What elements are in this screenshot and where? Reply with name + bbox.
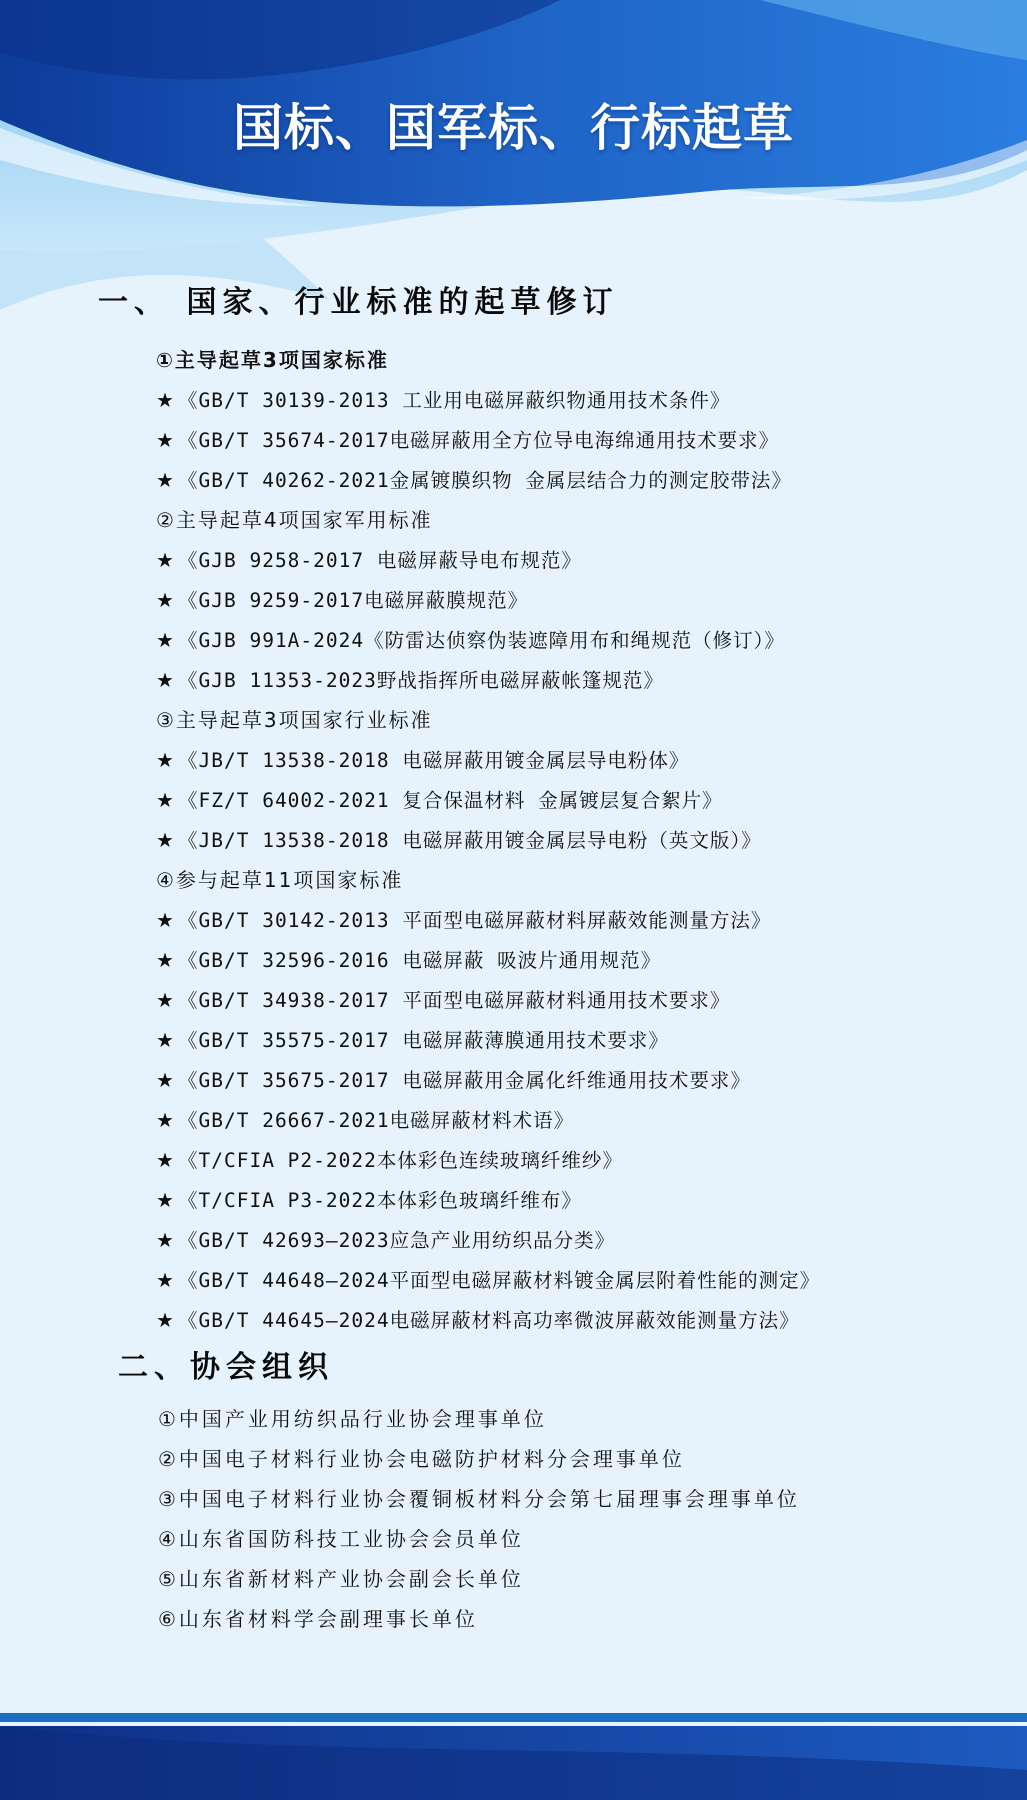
subheading: ①主导起草3项国家标准 [156,348,389,372]
subheading: ③主导起草3项国家行业标准 [156,708,433,732]
standard-item-text: 《GB/T 35575-2017 电磁屏蔽薄膜通用技术要求》 [178,1029,669,1052]
standard-item [156,980,820,1020]
standard-item [156,780,820,820]
standard-item-text: 《T/CFIA P2-2022本体彩色连续玻璃纤维纱》 [178,1149,623,1172]
black-star-icon: ★ [156,988,175,1012]
standard-item [156,460,820,500]
association-list [158,1399,800,1639]
standard-item [156,1220,820,1260]
standard-item-text: 《JB/T 13538-2018 电磁屏蔽用镀金属层导电粉体》 [178,749,690,772]
standard-item [156,380,820,420]
association-item: ③中国电子材料行业协会覆铜板材料分会第七届理事会理事单位 [158,1487,800,1511]
standard-item-text: 《T/CFIA P3-2022本体彩色玻璃纤维布》 [178,1189,582,1212]
subheading: ②主导起草4项国家军用标准 [156,508,433,532]
standard-item [156,1060,820,1100]
standard-item-text: 《GJB 9258-2017 电磁屏蔽导电布规范》 [178,549,582,572]
standard-item [156,580,820,620]
black-star-icon: ★ [156,468,175,492]
black-star-icon: ★ [156,1028,175,1052]
black-star-icon: ★ [156,908,175,932]
standard-item-text: 《GJB 11353-2023野战指挥所电磁屏蔽帐篷规范》 [178,669,664,692]
standard-item [156,740,820,780]
standard-item-text: 《GB/T 32596-2016 电磁屏蔽 吸波片通用规范》 [178,949,662,972]
black-star-icon: ★ [156,748,175,772]
standard-item-text: 《GB/T 26667-2021电磁屏蔽材料术语》 [178,1109,575,1132]
standard-item [156,660,820,700]
standards-list [156,340,820,1340]
standard-item-text: 《GB/T 34938-2017 平面型电磁屏蔽材料通用技术要求》 [178,989,731,1012]
standard-item [156,620,820,660]
standard-item-text: 《GB/T 30139-2013 工业用电磁屏蔽织物通用技术条件》 [178,389,731,412]
black-star-icon: ★ [156,588,175,612]
standard-item [156,1140,820,1180]
standard-item-text: 《GB/T 44648—2024平面型电磁屏蔽材料镀金属层附着性能的测定》 [178,1269,821,1292]
standard-item [156,420,820,460]
black-star-icon: ★ [156,628,175,652]
black-star-icon: ★ [156,948,175,972]
section-heading-associations: 二、协会组织 [118,1350,334,1385]
black-star-icon: ★ [156,1108,175,1132]
standard-item-text: 《GB/T 35675-2017 电磁屏蔽用金属化纤维通用技术要求》 [178,1069,751,1092]
black-star-icon: ★ [156,1228,175,1252]
association-item: ①中国产业用纺织品行业协会理事单位 [158,1407,547,1431]
black-star-icon: ★ [156,1188,175,1212]
subheading: ④参与起草11项国家标准 [156,868,404,892]
standard-item-text: 《GB/T 40262-2021金属镀膜织物 金属层结合力的测定胶带法》 [178,469,792,492]
section-heading-standards: 一、 国家、行业标准的起草修订 [98,285,619,320]
association-item: ④山东省国防科技工业协会会员单位 [158,1527,524,1551]
standard-item [156,1260,820,1300]
association-item: ⑤山东省新材料产业协会副会长单位 [158,1567,524,1591]
association-item: ②中国电子材料行业协会电磁防护材料分会理事单位 [158,1447,685,1471]
standard-item-text: 《FZ/T 64002-2021 复合保温材料 金属镀层复合絮片》 [178,789,723,812]
standard-item [156,820,820,860]
standard-item-text: 《GJB 991A-2024《防雷达侦察伪装遮障用布和绳规范（修订）》 [178,629,785,652]
black-star-icon: ★ [156,1308,175,1332]
standard-item [156,1100,820,1140]
standard-item-text: 《JB/T 13538-2018 电磁屏蔽用镀金属层导电粉（英文版）》 [178,829,762,852]
black-star-icon: ★ [156,548,175,572]
standard-item-text: 《GB/T 44645—2024电磁屏蔽材料高功率微波屏蔽效能测量方法》 [178,1309,800,1332]
black-star-icon: ★ [156,788,175,812]
standard-item [156,940,820,980]
standard-item-text: 《GB/T 42693—2023应急产业用纺织品分类》 [178,1229,616,1252]
black-star-icon: ★ [156,668,175,692]
standard-item [156,540,820,580]
page-title: 国标、国军标、行标起草 [233,99,794,157]
standard-item [156,1020,820,1060]
black-star-icon: ★ [156,1148,175,1172]
standard-item-text: 《GB/T 30142-2013 平面型电磁屏蔽材料屏蔽效能测量方法》 [178,909,772,932]
standard-item-text: 《GJB 9259-2017电磁屏蔽膜规范》 [178,589,529,612]
association-item: ⑥山东省材料学会副理事长单位 [158,1607,478,1631]
standard-item [156,1180,820,1220]
black-star-icon: ★ [156,828,175,852]
black-star-icon: ★ [156,1068,175,1092]
standard-item [156,900,820,940]
black-star-icon: ★ [156,1268,175,1292]
black-star-icon: ★ [156,388,175,412]
standard-item-text: 《GB/T 35674-2017电磁屏蔽用全方位导电海绵通用技术要求》 [178,429,780,452]
standard-item [156,1300,820,1340]
black-star-icon: ★ [156,428,175,452]
